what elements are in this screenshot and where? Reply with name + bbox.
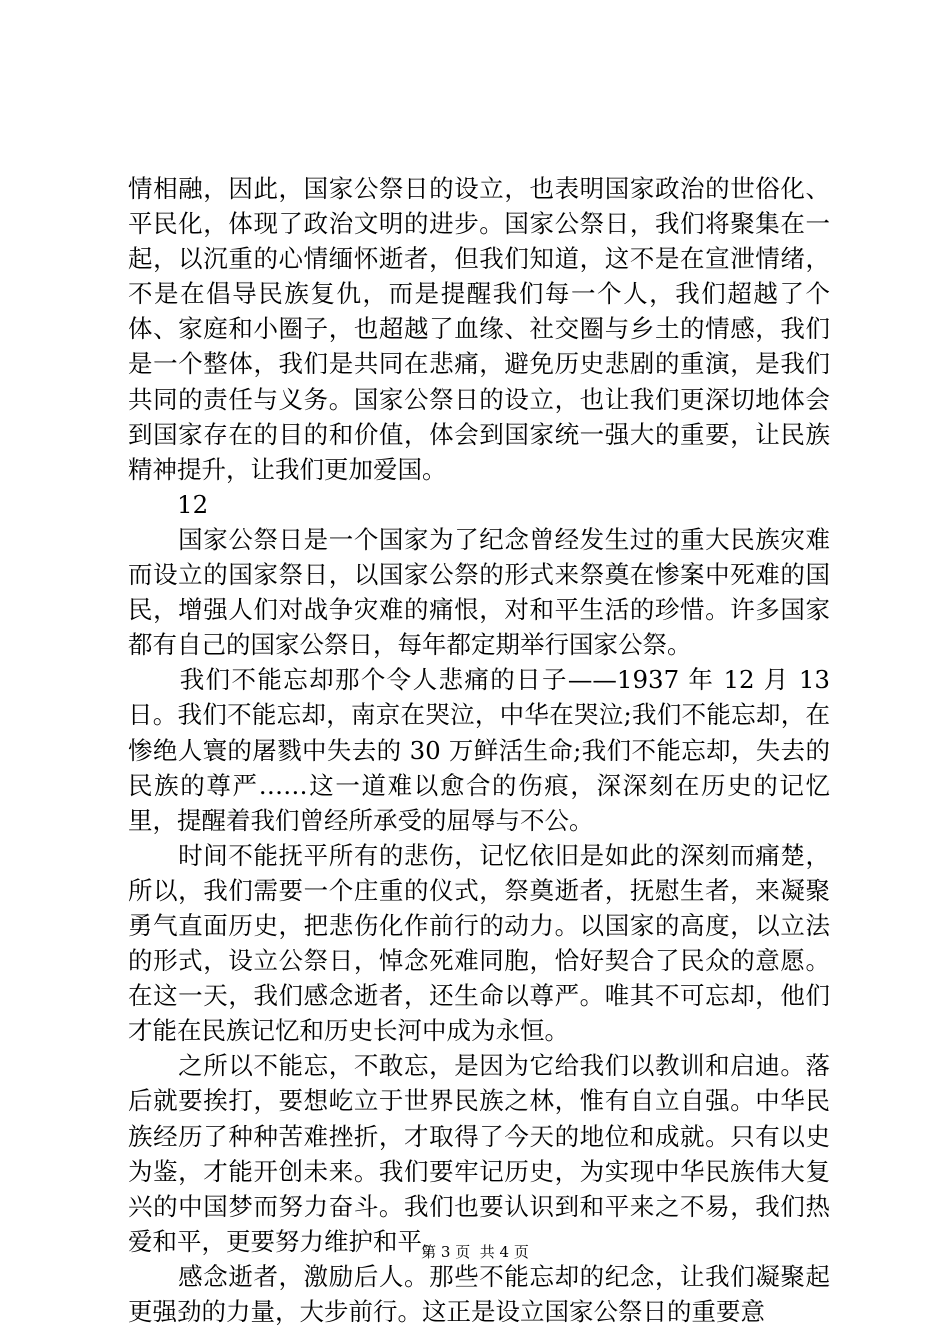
paragraph: 时间不能抚平所有的悲伤，记忆依旧是如此的深刻而痛楚，所以，我们需要一个庄重的仪式，祭奠逝者，抚慰生者，来凝聚勇气直面历史，把悲伤化作前行的动力。以国家的高度，以立法的形式，设立公祭日，悼念死难同胞，恰好契合了民众的意愿。在这一天，我们感念逝者，还生命以尊严。唯其不可忘却，他们才能在民族记忆和历史长河中成为永恒。 xyxy=(128,840,830,1046)
body-text xyxy=(128,171,838,1329)
page-footer: 第 3 页 共 4 页 xyxy=(421,1243,529,1261)
paragraph: 感念逝者，激励后人。那些不能忘却的纪念，让我们凝聚起更强劲的力量，大步前行。这正是设立国家公祭日的重要意 xyxy=(128,1261,830,1326)
paragraph-continuation: 情相融，因此，国家公祭日的设立，也表明国家政治的世俗化、平民化，体现了政治文明的进步。国家公祭日，我们将聚集在一起，以沉重的心情缅怀逝者，但我们知道，这不是在宣泄情绪，不是在倡导民族复仇，而是提醒我们每一个人，我们超越了个体、家庭和小圈子，也超越了血缘、社交圈与乡土的情感，我们是一个整体，我们是共同在悲痛，避免历史悲剧的重演，是我们共同的责任与义务。国家公祭日的设立，也让我们更深切地体会到国家存在的目的和价值，体会到国家统一强大的重要，让民族精神提升，让我们更加爱国。 xyxy=(128,174,830,484)
paragraph-number: 12 xyxy=(128,489,209,519)
paragraph: 我们不能忘却那个令人悲痛的日子——1937 年 12 月 13 日。我们不能忘却，南京在哭泣，中华在哭泣;我们不能忘却，在惨绝人寰的屠戮中失去的 30 万鲜活生命;我们不能忘却，失去的民族的尊严……这一道难以愈合的伤痕，深深刻在历史的记忆里，提醒着我们曾经所承受的屈辱与不公。 xyxy=(128,665,838,835)
paragraph: 之所以不能忘，不敢忘，是因为它给我们以教训和启迪。落后就要挨打，要想屹立于世界民族之林，惟有自立自强。中华民族经历了种种苦难挫折，才取得了今天的地位和成就。只有以史为鉴，才能开创未来。我们要牢记历史，为实现中华民族伟大复兴的中国梦而努力奋斗。我们也要认识到和平来之不易，我们热爱和平，更要努力维护和平。 xyxy=(128,1051,830,1256)
paragraph: 国家公祭日是一个国家为了纪念曾经发生过的重大民族灾难而设立的国家祭日，以国家公祭的形式来祭奠在惨案中死难的国民，增强人们对战争灾难的痛恨，对和平生活的珍惜。许多国家都有自己的国家公祭日，每年都定期举行国家公祭。 xyxy=(128,524,830,660)
